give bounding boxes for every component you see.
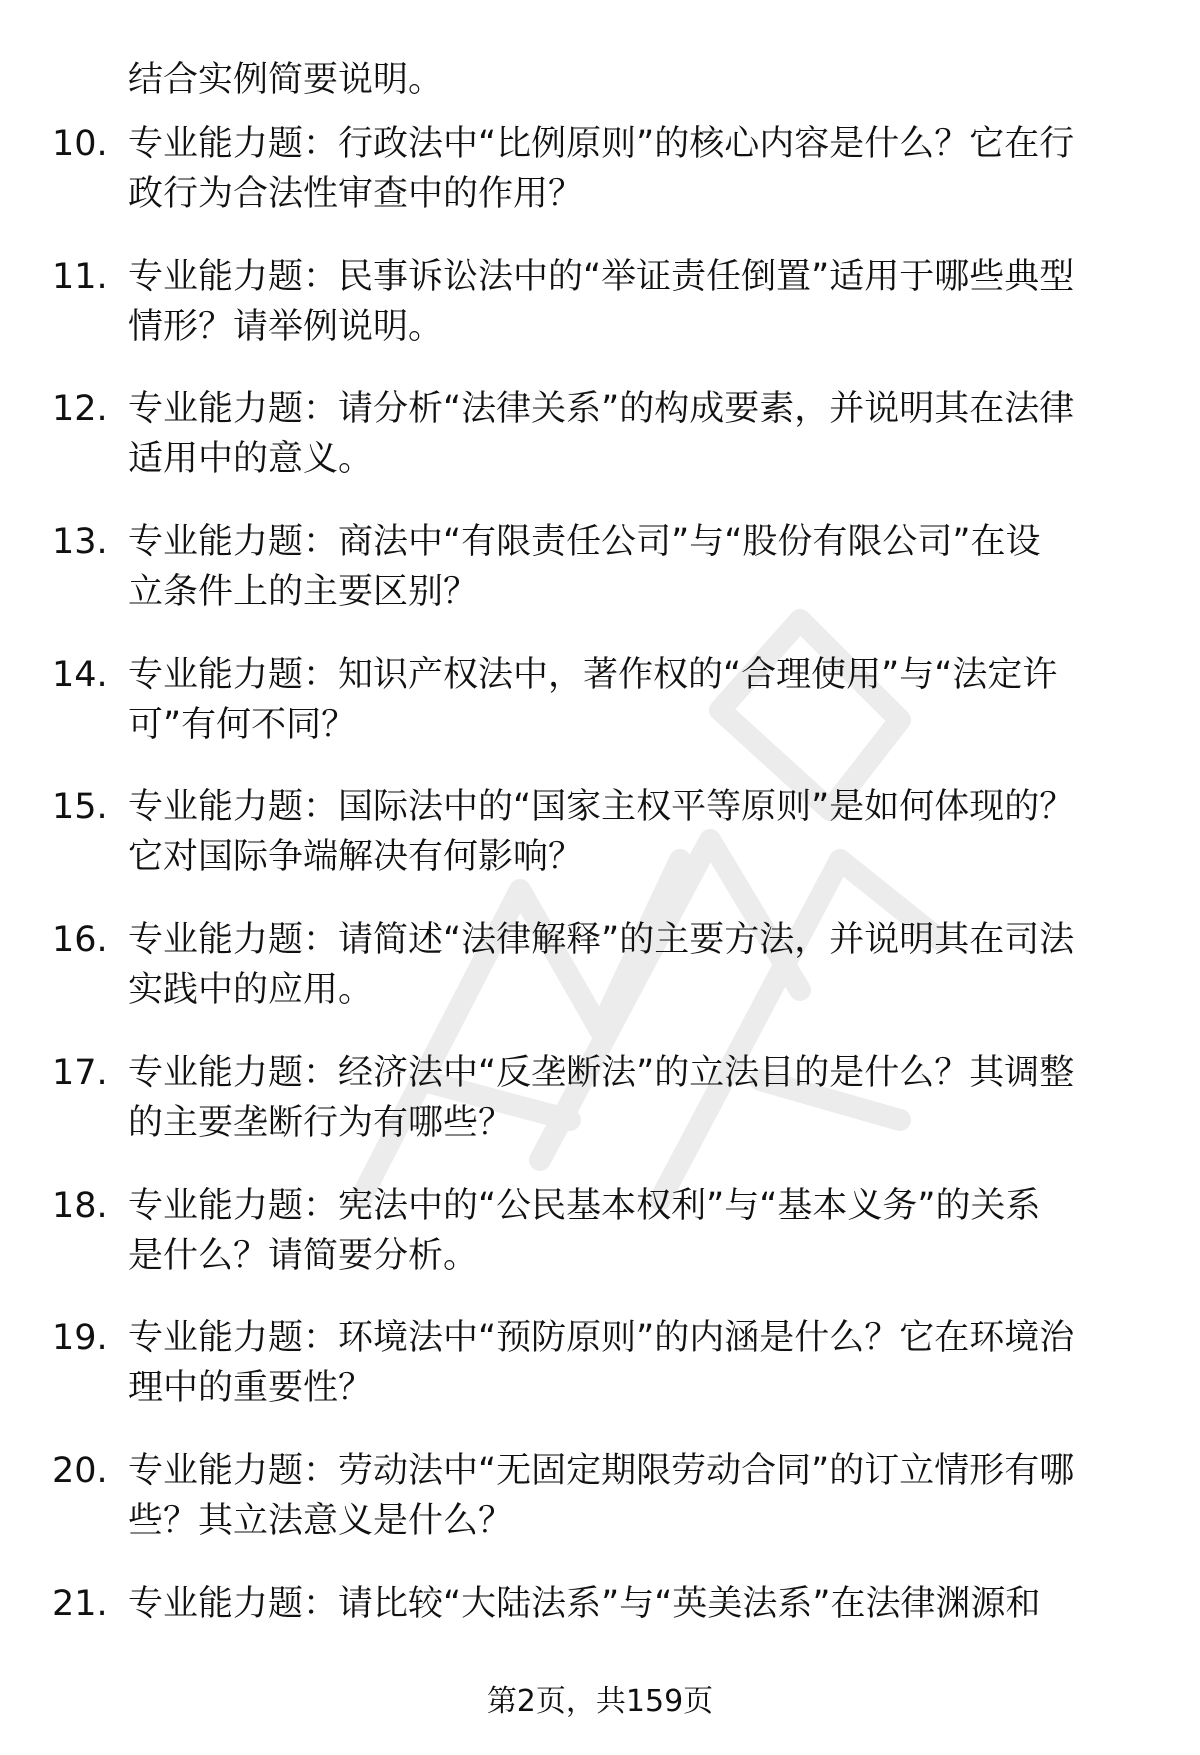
question-text-line: 专业能力题：商法中“有限责任公司”与“股份有限公司”在设 [128,522,1041,563]
question-number: 19. [52,1318,108,1359]
question-text-line: 专业能力题：民事诉讼法中的“举证责任倒置”适用于哪些典型 [128,256,1075,297]
question-text-line: 实践中的应用。 [128,970,374,1011]
question-item [0,785,1200,918]
question-item [0,1051,1200,1184]
question-number: 17. [52,1052,108,1093]
question-item [0,122,1200,255]
question-number: 12. [52,389,108,430]
question-text-line: 专业能力题：请比较“大陆法系”与“英美法系”在法律渊源和 [128,1583,1041,1624]
question-item [0,1449,1200,1582]
question-item [0,387,1200,520]
question-text-line: 专业能力题：请分析“法律关系”的构成要素，并说明其在法律 [128,389,1075,430]
question-text-line: 可”有何不同？ [128,704,357,745]
question-text-line: 专业能力题：国际法中的“国家主权平等原则”是如何体现的？ [128,787,1075,828]
question-item [0,1184,1200,1317]
question-text-line: 专业能力题：行政法中“比例原则”的核心内容是什么？它在行 [128,124,1075,164]
question-number: 21. [52,1583,108,1624]
question-number: 13. [52,522,108,563]
question-text-line: 专业能力题：请简述“法律解释”的主要方法，并说明其在司法 [128,920,1075,961]
question-number: 16. [52,920,108,961]
continuation-text: 结合实例简要说明。 [128,60,444,100]
question-text-line: 专业能力题：宪法中的“公民基本权利”与“基本义务”的关系 [128,1185,1041,1226]
question-number: 20. [52,1450,108,1491]
question-text-line: 专业能力题：知识产权法中，著作权的“合理使用”与“法定许 [128,654,1058,695]
question-text-line: 政行为合法性审查中的作用？ [128,174,584,214]
question-number: 10. [52,124,108,164]
question-text-line: 是什么？请简要分析。 [128,1235,479,1276]
question-text-line: 专业能力题：劳动法中“无固定期限劳动合同”的订立情形有哪 [128,1450,1075,1491]
question-text-line: 专业能力题：环境法中“预防原则”的内涵是什么？它在环境治 [128,1318,1075,1359]
question-item [0,255,1200,388]
page-footer: 第2页，共159页 [486,1684,714,1719]
question-text-line: 理中的重要性？ [128,1368,374,1409]
question-number: 15. [52,787,108,828]
question-list [0,122,1200,1714]
question-text-line: 的主要垄断行为有哪些？ [128,1102,514,1143]
question-number: 11. [52,256,108,297]
question-item [0,1316,1200,1449]
question-item [0,653,1200,786]
question-text-line: 适用中的意义。 [128,439,374,480]
question-text-line: 立条件上的主要区别？ [128,572,479,613]
question-text-line: 情形？请举例说明。 [128,306,444,347]
question-item [0,918,1200,1051]
question-text-line: 专业能力题：经济法中“反垄断法”的立法目的是什么？其调整 [128,1052,1075,1093]
question-item [0,520,1200,653]
question-number: 14. [52,654,108,695]
question-text-line: 些？其立法意义是什么？ [128,1500,514,1541]
question-text-line: 它对国际争端解决有何影响？ [128,837,584,878]
question-number: 18. [52,1185,108,1226]
